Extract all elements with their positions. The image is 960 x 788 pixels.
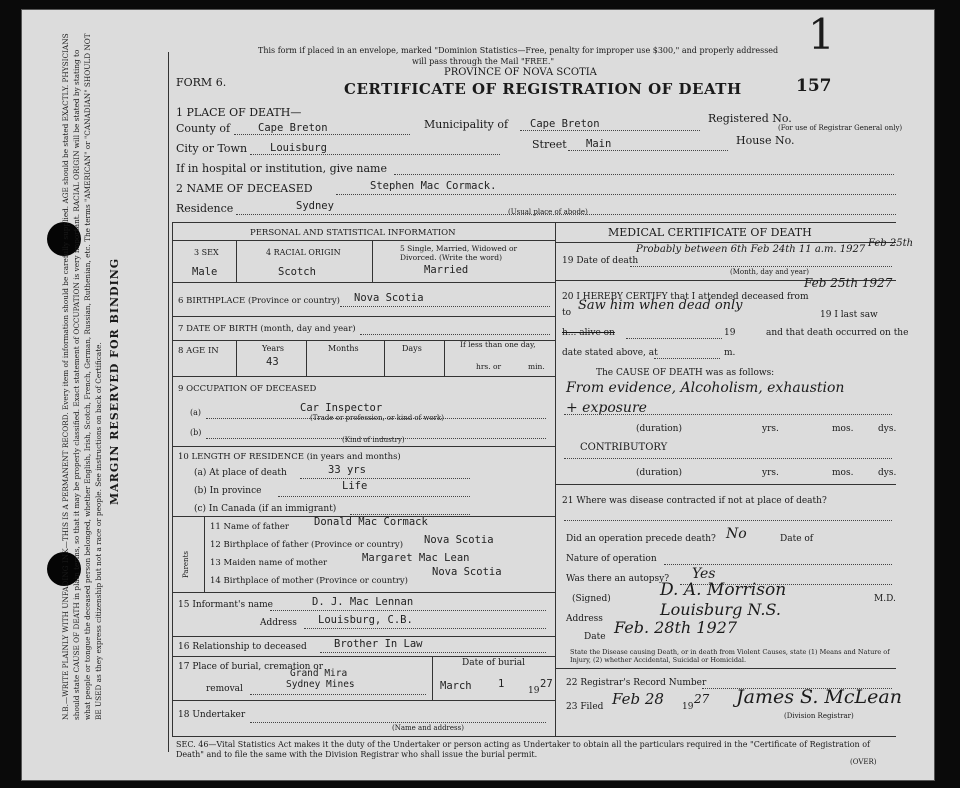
margin-instructions: N.B.—WRITE PLAINLY WITH UNFADING INK—THIS IS A PERMANENT RECORD. Every item of information should be carefully supplied. AGE should be stated EXACTLY. PHYSICIANS should state CAUSE OF DEATH in plain terms, so that it may be properly classified. Exact statement of OCCUPATION is very important. RACIAL ORIGIN will be stated by stating to what people or tongue the deceased person belonged, whether English, Irish, Scotch, French, German, Russian, Ruthenian, etc. The terms "AMERICAN" or "CANADIAN" SHOULD NOT BE USED as they express citizenship but not a race or people. See instructions on back of Certificate.	[61, 33, 103, 720]
duration-label-2: (duration)	[636, 468, 682, 478]
registrar-signature: James S. McLean	[736, 686, 902, 708]
date-note: (Month, day and year)	[730, 268, 809, 276]
yrs-label-2: yrs.	[762, 468, 779, 478]
residence-value: Sydney	[296, 200, 334, 212]
months-label: Months	[328, 344, 359, 353]
abode-note: (Usual place of abode)	[508, 208, 588, 216]
residence-a-label: (a) At place of death	[194, 468, 287, 478]
cause-hand-2: + exposure	[566, 400, 647, 416]
filed-year-prefix: 19	[682, 702, 694, 712]
certify-label: 20 I HEREBY CERTIFY that I attended deceased from	[562, 292, 809, 302]
father-label: 11 Name of father	[210, 522, 289, 532]
days-label: Days	[402, 344, 422, 353]
over-label: (OVER)	[850, 758, 877, 766]
sex-value: Male	[192, 266, 218, 278]
operation-label: Did an operation precede death?	[566, 534, 716, 544]
municipality-label: Municipality of	[424, 118, 509, 131]
certificate-number: 157	[796, 76, 832, 96]
corner-mark: 1	[808, 10, 835, 59]
less-than-day-label: If less than one day,	[460, 340, 536, 349]
city-value: Louisburg	[270, 142, 327, 154]
registered-no-label: Registered No.	[708, 112, 792, 125]
occupation-value: Car Inspector	[300, 402, 383, 414]
date-of-death-extra: Feb 25th	[868, 238, 914, 249]
father-name: Donald Mac Cormack	[314, 516, 428, 528]
filed-date: Feb 28	[612, 690, 664, 708]
father-birthplace-label: 12 Birthplace of father (Province or country)	[210, 540, 404, 550]
deceased-name: Stephen Mac Cormack.	[370, 180, 497, 192]
length-residence-label: 10 LENGTH OF RESIDENCE (in years and months)	[178, 452, 401, 462]
relationship-value: Brother In Law	[334, 638, 423, 650]
operation-value: No	[726, 526, 747, 542]
registrar-record-label: 22 Registrar's Record Number	[566, 678, 707, 688]
nature-operation-label: Nature of operation	[566, 554, 657, 564]
burial-place-2: Sydney Mines	[286, 679, 355, 690]
mother-birthplace: Nova Scotia	[432, 566, 502, 578]
street-value: Main	[586, 138, 612, 150]
province-name: PROVINCE OF NOVA SCOTIA	[444, 67, 597, 78]
signed-label: (Signed)	[572, 594, 611, 604]
physician-date: Feb. 28th 1927	[614, 618, 738, 637]
hospital-label: If in hospital or institution, give name	[176, 162, 387, 175]
alive-label: h... alive on	[562, 328, 615, 338]
race-label: 4 RACIAL ORIGIN	[266, 248, 341, 257]
alive-year-prefix: 19	[724, 328, 736, 338]
margin-title: MARGIN RESERVED FOR BINDING	[108, 257, 121, 505]
residence-a-value: 33 yrs	[328, 464, 366, 476]
cause-hand-1: From evidence, Alcoholism, exhaustion	[566, 380, 845, 396]
occupation-a-note: (Trade or profession, or kind of work)	[310, 414, 444, 422]
undertaker-note: (Name and address)	[392, 724, 464, 732]
age-years: 43	[266, 356, 279, 368]
mother-label: 13 Maiden name of mother	[210, 558, 328, 568]
years-label: Years	[262, 344, 285, 353]
mother-name: Margaret Mac Lean	[362, 552, 470, 564]
filed-label: 23 Filed	[566, 702, 604, 712]
physician-address-label: Address	[566, 614, 603, 624]
occupation-b-note: (Kind of industry)	[342, 436, 405, 444]
certify-hand: Feb 25th 1927	[804, 276, 893, 290]
informant-label: 15 Informant's name	[178, 600, 274, 610]
race-value: Scotch	[278, 266, 316, 278]
autopsy-value: Yes	[692, 566, 716, 582]
sex-label: 3 SEX	[194, 248, 219, 257]
mos-label-1: mos.	[832, 424, 854, 434]
contributory-label: CONTRIBUTORY	[580, 442, 668, 453]
min-label: min.	[528, 362, 545, 371]
marital-value: Married	[424, 264, 469, 276]
m-label: m.	[724, 348, 736, 358]
parents-label: Parents	[182, 551, 190, 578]
occupation-a-label: (a)	[190, 408, 202, 417]
date-of-death-value: Probably between 6th Feb 24th 11 a.m. 1927	[636, 244, 866, 255]
burial-year-prefix: 19	[528, 686, 540, 696]
violent-cause-note: State the Disease causing Death, or in death from Violent Causes, state (1) Means and Nature of Injury, (2) whether Accidental, Suicidal or Homicidal.	[570, 648, 890, 664]
house-no-label: House No.	[736, 134, 795, 147]
footer-text: SEC. 46—Vital Statistics Act makes it the duty of the Undertaker or person acting as Undertaker to obtain all the particulars required in the "Certificate of Registration of Death" and to file the same with the Division Registrar who shall issue the burial permit.	[176, 740, 870, 759]
mother-birthplace-label: 14 Birthplace of mother (Province or country)	[210, 576, 408, 586]
undertaker-label: 18 Undertaker	[178, 710, 246, 720]
medical-heading: MEDICAL CERTIFICATE OF DEATH	[608, 226, 812, 239]
duration-label-1: (duration)	[636, 424, 682, 434]
residence-label: Residence	[176, 202, 234, 215]
occupation-label: 9 OCCUPATION OF DECEASED	[178, 384, 317, 394]
dob-label: 7 DATE OF BIRTH (month, day and year)	[178, 324, 356, 334]
physician-date-label: Date	[584, 632, 606, 642]
date-of-burial-label: Date of burial	[462, 658, 525, 668]
hrs-label: hrs. or	[476, 362, 502, 371]
page-title: CERTIFICATE OF REGISTRATION OF DEATH	[344, 80, 742, 98]
city-label: City or Town	[176, 142, 248, 155]
burial-year: 27	[540, 678, 553, 690]
mail-notice-2: will pass through the Mail "FREE."	[412, 57, 555, 66]
county-label: County of	[176, 122, 231, 135]
birthplace-value: Nova Scotia	[354, 292, 424, 304]
physician-signature: D. A. Morrison	[660, 580, 787, 600]
division-registrar-note: (Division Registrar)	[784, 712, 854, 720]
registrar-note: (For use of Registrar General only)	[778, 124, 903, 132]
residence-b-value: Life	[342, 480, 368, 492]
cause-label: The CAUSE OF DEATH was as follows:	[596, 368, 775, 378]
burial-place-1: Grand Mira	[290, 668, 348, 679]
marital-label: 5 Single, Married, Widowed or Divorced. (Write the word)	[400, 244, 518, 262]
removal-label: removal	[206, 684, 243, 694]
county-value: Cape Breton	[258, 122, 328, 134]
burial-month: March	[440, 680, 472, 692]
mos-label-2: mos.	[832, 468, 854, 478]
place-of-death-label: 1 PLACE OF DEATH—	[176, 106, 302, 119]
street-label: Street	[532, 138, 567, 151]
last-saw-label: 19 I last saw	[820, 310, 878, 320]
date-of-label: Date of	[780, 534, 814, 544]
personal-heading: PERSONAL AND STATISTICAL INFORMATION	[250, 228, 456, 238]
date-above-label: date stated above, at	[562, 348, 658, 358]
mail-notice-1: This form if placed in an envelope, marked "Dominion Statistics—Free, penalty for improper use $300," and properly addressed	[258, 46, 779, 55]
form-number: FORM 6.	[176, 76, 227, 89]
date-of-death-label: 19 Date of death	[562, 256, 639, 266]
saw-hand: Saw him when dead only	[578, 298, 743, 313]
dys-label-2: dys.	[878, 468, 897, 478]
dys-label-1: dys.	[878, 424, 897, 434]
burial-day: 1	[498, 678, 505, 690]
residence-c-label: (c) In Canada (if an immigrant)	[194, 504, 337, 514]
birthplace-label: 6 BIRTHPLACE (Province or country)	[178, 296, 340, 306]
filed-year: 27	[694, 692, 710, 706]
informant-address-label: Address	[260, 618, 297, 628]
md-label: M.D.	[874, 594, 896, 604]
burial-label: 17 Place of burial, cremation or	[178, 662, 324, 672]
physician-address: Louisburg N.S.	[660, 600, 781, 619]
to-label: to	[562, 308, 572, 318]
informant-name: D. J. Mac Lennan	[312, 596, 414, 608]
occurred-label: and that death occurred on the	[766, 328, 909, 338]
occupation-b-label: (b)	[190, 428, 202, 437]
age-label: 8 AGE IN	[178, 346, 219, 356]
disease-contracted-label: 21 Where was disease contracted if not at place of death?	[562, 496, 827, 506]
relationship-label: 16 Relationship to deceased	[178, 642, 307, 652]
name-of-deceased-label: 2 NAME OF DECEASED	[176, 182, 313, 195]
autopsy-label: Was there an autopsy?	[566, 574, 670, 584]
father-birthplace: Nova Scotia	[424, 534, 494, 546]
municipality-value: Cape Breton	[530, 118, 600, 130]
yrs-label-1: yrs.	[762, 424, 779, 434]
residence-b-label: (b) In province	[194, 486, 262, 496]
informant-address: Louisburg, C.B.	[318, 614, 413, 626]
